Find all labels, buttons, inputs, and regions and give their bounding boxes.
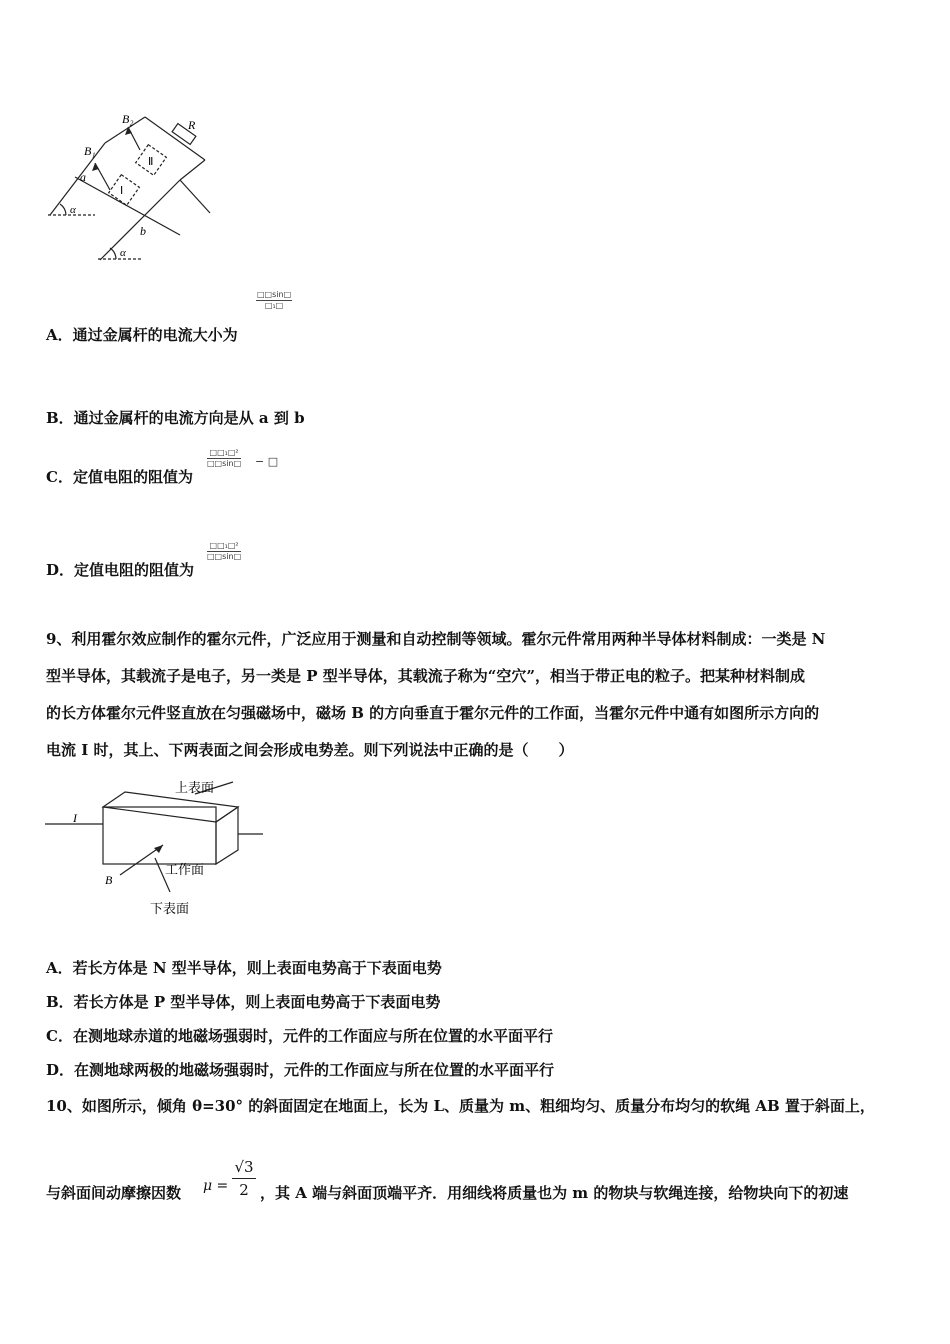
q9-line-3: 的长方体霍尔元件竖直放在匀强磁场中，磁场 B 的方向垂直于霍尔元件的工作面，当霍尔元件中通有如图所示方向的 [46,704,820,722]
option-a-formula [256,290,292,311]
q10-mu: μ = [203,1178,229,1194]
fig1-label-a: a [80,170,86,184]
fig1-label-region-1: Ⅰ [120,185,124,197]
q10-fraction [232,1156,256,1201]
q9-option-b: B．若长方体是 P 型半导体，则上表面电势高于下表面电势 [46,993,441,1011]
option-a: A．通过金属杆的电流大小为 [46,326,238,344]
option-c-formula-tail: − □ [255,455,279,468]
fig1-label-region-2: Ⅱ [148,156,154,168]
fig1-label-b2: B₂ [122,112,134,126]
option-c-formula [207,448,241,469]
q10-line-2-post: ，其 A 端与斜面顶端平齐．用细线将质量也为 m 的物块与软绳连接，给物块向下的初速 [260,1184,849,1202]
option-c-formula-num: □□₁□² [207,448,241,459]
rail-circuit-figure [40,105,230,270]
hall-element-figure [45,772,270,922]
q9-option-d: D．在测地球两极的地磁场强弱时，元件的工作面应与所在位置的水平面平行 [46,1061,555,1079]
option-d-formula [207,541,241,562]
fig1-label-b: b [140,224,146,238]
option-d-formula-num: □□₁□² [207,541,241,552]
q9-line-4: 电流 I 时，其上、下两表面之间会形成电势差。则下列说法中正确的是（ ） [46,741,574,759]
option-a-formula-den: □₁□ [264,301,284,310]
q10-line-2-pre: 与斜面间动摩擦因数 [46,1184,182,1202]
fig1-label-b1: B₁ [84,144,96,158]
q10-line-1: 10、如图所示，倾角 θ=30° 的斜面固定在地面上，长为 L、质量为 m、粗细均匀、质量分布均匀的软绳 AB 置于斜面上， [46,1097,875,1115]
option-b: B．通过金属杆的电流方向是从 a 到 b [46,409,305,427]
q9-option-c: C．在测地球赤道的地磁场强弱时，元件的工作面应与所在位置的水平面平行 [46,1027,553,1045]
q9-line-2: 型半导体，其载流子是电子，另一类是 P 型半导体，其载流子称为“空穴”，相当于带正电的粒子。把某种材料制成 [46,667,805,685]
q9-line-1: 9、利用霍尔效应制作的霍尔元件，广泛应用于测量和自动控制等领域。霍尔元件常用两种半导体材料制成：一类是 N [46,630,826,648]
fig1-label-r: R [188,118,196,132]
q9-option-a: A．若长方体是 N 型半导体，则上表面电势高于下表面电势 [46,959,442,977]
q10-fraction-den: 2 [239,1181,249,1199]
option-c: C．定值电阻的阻值为 [46,468,193,486]
hall-label-top-surface: 上表面 [175,780,215,795]
hall-label-work-surface: 工作面 [165,862,205,877]
hall-label-field: B [105,873,113,887]
hall-label-bottom-surface: 下表面 [150,901,190,916]
option-c-formula-den: □□sin□ [207,459,242,468]
hall-label-current: I [73,811,77,825]
option-d: D．定值电阻的阻值为 [46,561,195,579]
fig1-label-alpha-2: α [120,247,126,259]
option-a-formula-num: □□sin□ [257,290,292,299]
fig1-label-alpha-1: α [70,204,76,216]
q10-fraction-num: √3 [232,1156,256,1179]
option-d-formula-den: □□sin□ [207,552,242,561]
